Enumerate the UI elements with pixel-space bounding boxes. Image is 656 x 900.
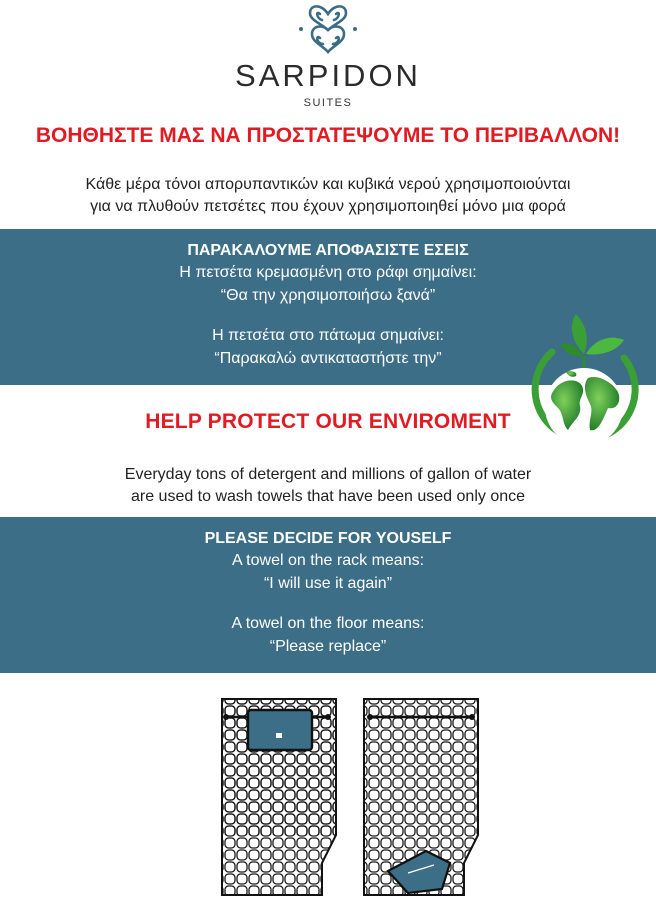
hearts-logo-icon [296,0,360,54]
english-instructions-band [0,517,656,673]
english-intro [0,464,656,508]
earth-leaves-icon [524,312,640,467]
brand-subtitle: SUITES [303,97,353,109]
english-rack-line1: A towel on the rack means: [231,552,425,569]
english-floor-line1: A towel on the floor means: [231,615,425,632]
english-rack-line2: “I will use it again” [263,575,393,592]
greek-intro-line2: για να πλυθούν πετσέτες που έχουν χρησιμοποιηθεί μόνο μια φορά [90,198,566,215]
english-band-heading: PLEASE DECIDE FOR YOUSELF [204,530,452,547]
towel-illustration [212,693,502,900]
greek-floor-line2: “Παρακαλώ αντικαταστήστε την” [214,350,442,367]
greek-band-heading: ΠΑΡΑΚΑΛΟΥΜΕ ΑΠΟΦΑΣΙΣΤΕ ΕΣΕΙΣ [187,242,469,259]
brand-name: SARPIDON [235,58,421,93]
greek-floor-line1: Η πετσέτα στο πάτωμα σημαίνει: [212,327,444,344]
greek-rack-line2: “Θα την χρησιμοποιήσω ξανά” [220,287,436,304]
english-floor-line2: “Please replace” [269,638,387,655]
english-intro-line1: Everyday tons of detergent and millions of gallon of water [124,466,532,483]
greek-intro [0,174,656,218]
towel-on-rack-icon [222,699,336,895]
greek-intro-line1: Κάθε μέρα τόνοι απορυπαντικών και κυβικά νερού χρησιμοποιούνται [85,176,571,193]
english-intro-line2: are used to wash towels that have been used only once [130,488,526,505]
greek-title: ΒΟΗΘΗΣΤΕ ΜΑΣ ΝΑ ΠΡΟΣΤΑΤΕΨΟΥΜΕ ΤΟ ΠΕΡΙΒΑΛΛΟΝ! [35,124,621,147]
towel-on-floor-icon [364,699,478,895]
english-title: HELP PROTECT OUR ENVIROMENT [145,410,511,433]
greek-rack-line1: Η πετσέτα κρεμασμένη στο ράφι σημαίνει: [179,264,477,281]
